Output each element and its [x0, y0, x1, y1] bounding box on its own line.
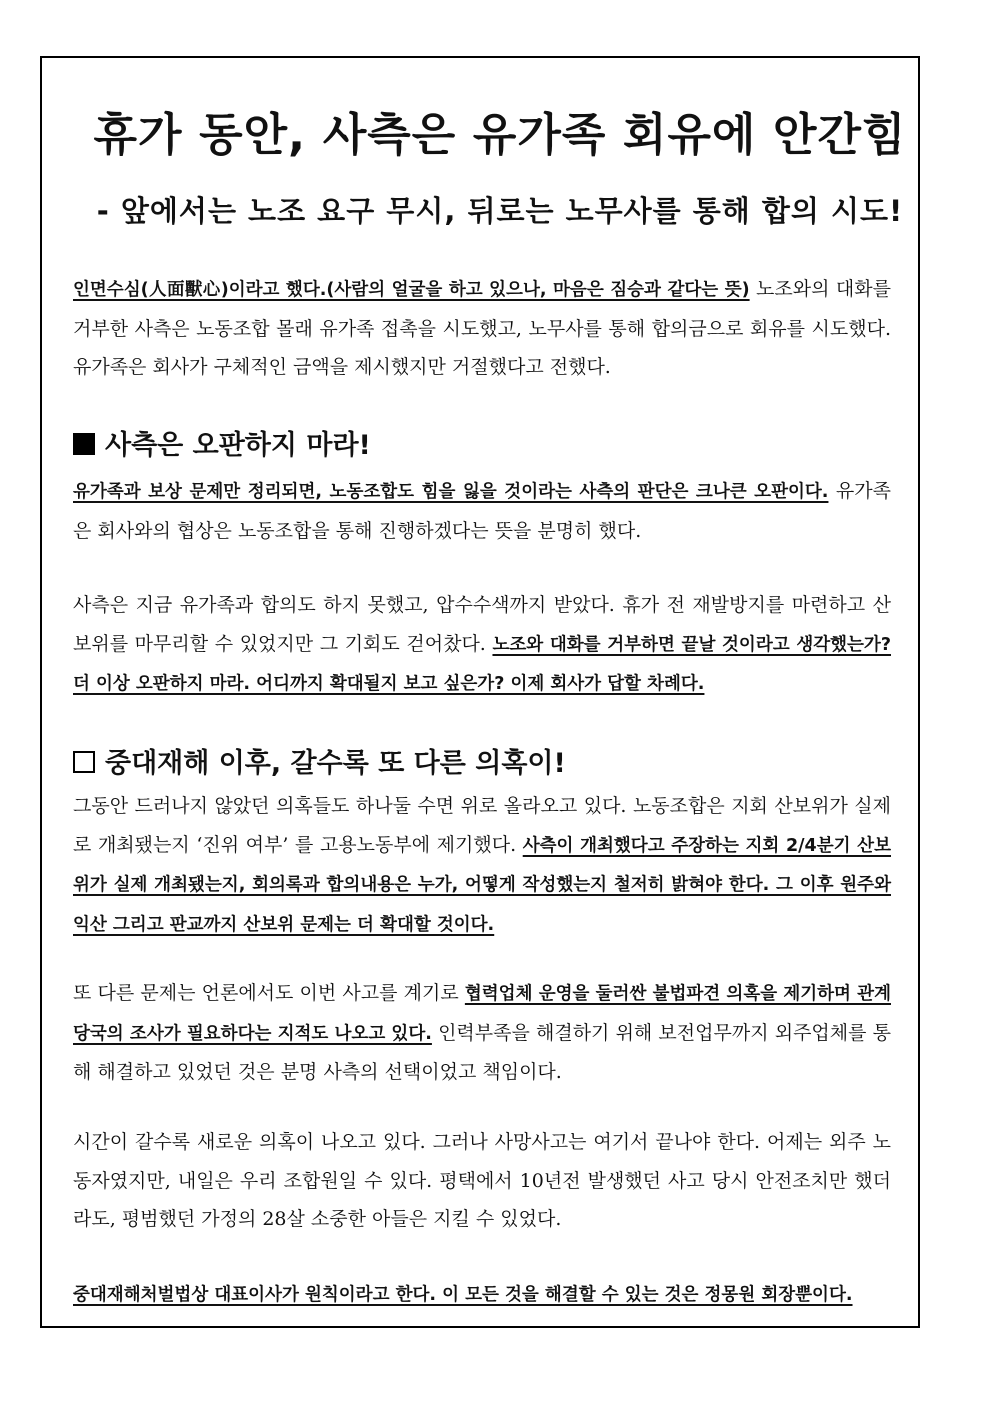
section-heading-2-text: 중대재해 이후, 갈수록 또 다른 의혹이! — [105, 748, 566, 779]
section1-emphasis-2: 노조와 대화를 거부하면 끝날 것이라고 생각했는가? 더 이상 오판하지 마라. 어디까지 확대될지 보고 싶은가? 이제 회사가 답할 차례다. — [73, 634, 891, 694]
filled-square-icon — [73, 433, 95, 455]
section2-emphasis-1: 사측이 개최했다고 주장하는 지회 2/4분기 산보위가 실제 개최됐는지, 회의록과 합의내용은 누가, 어떻게 작성했는지 철저히 밝혀야 한다. 그 이후 원주와 익산 그리고 판교까지 산보위 문제는 더 확대할 것이다. — [73, 835, 891, 935]
section-heading-2 — [73, 741, 566, 780]
closing-statement — [73, 1275, 891, 1315]
section1-paragraph-2 — [73, 586, 891, 704]
section2-text-2a: 또 다른 문제는 언론에서도 이번 사고를 계기로 — [73, 982, 465, 1004]
section1-emphasis-1: 유가족과 보상 문제만 정리되면, 노동조합도 힘을 잃을 것이라는 사측의 판단은 크나큰 오판이다. — [73, 482, 829, 502]
section1-text-2: 사측은 지금 유가족과 합의도 하지 못했고, 압수수색까지 받았다. 휴가 전 재발방지를 마련하고 산보위를 마무리할 수 있었지만 그 기회도 걷어찼다. — [73, 594, 891, 655]
section-heading-1 — [73, 423, 371, 462]
section2-paragraph-2 — [73, 974, 891, 1092]
section1-text-1: 유가족은 회사와의 협상은 노동조합을 통해 진행하겠다는 뜻을 분명히 했다. — [73, 480, 891, 542]
section1-paragraph-1 — [73, 472, 891, 550]
intro-emphasis: 인면수심(人面獸心)이라고 했다.(사람의 얼굴을 하고 있으나, 마음은 짐승과 같다는 뜻) — [73, 280, 750, 300]
section2-text-1: 그동안 드러나지 않았던 의혹들도 하나둘 수면 위로 올라오고 있다. 노동조합은 지회 산보위가 실제로 개최됐는지 ‘진위 여부’ 를 고용노동부에 제기했다. — [73, 795, 891, 856]
closing-emphasis: 중대재해처벌법상 대표이사가 원칙이라고 한다. 이 모든 것을 해결할 수 있는 것은 정몽원 회장뿐이다. — [73, 1285, 853, 1305]
intro-paragraph — [73, 270, 891, 387]
empty-square-icon — [73, 751, 95, 773]
section2-emphasis-2: 협력업체 운영을 둘러싼 불법파견 의혹을 제기하며 관계당국의 조사가 필요하다는 지적도 나오고 있다. — [73, 984, 891, 1044]
section2-text-2b: 인력부족을 해결하기 위해 보전업무까지 외주업체를 통해 해결하고 있었던 것은 분명 사측의 선택이었고 책임이다. — [73, 1021, 891, 1083]
section2-paragraph-3 — [73, 1123, 891, 1239]
document-title: 휴가 동안, 사측은 유가족 회유에 안간힘 — [93, 108, 907, 161]
section2-text-3: 시간이 갈수록 새로운 의혹이 나오고 있다. 그러나 사망사고는 여기서 끝나야 한다. 어제는 외주 노동자였지만, 내일은 우리 조합원일 수 있다. 평택에서 10년전 발생했던 사고 당시 안전조치만 했더라도, 평범했던 가정의 28살 소중한 아들은 지킬 수 있었다. — [73, 1131, 891, 1230]
intro-text: 노조와의 대화를 거부한 사측은 노동조합 몰래 유가족 접촉을 시도했고, 노무사를 통해 합의금으로 회유를 시도했다. 유가족은 회사가 구체적인 금액을 제시했지만 거절했다고 전했다. — [73, 278, 891, 378]
document-subtitle: - 앞에서는 노조 요구 무시, 뒤로는 노무사를 통해 합의 시도! — [96, 194, 904, 228]
section2-paragraph-1 — [73, 787, 891, 944]
section-heading-1-text: 사측은 오판하지 마라! — [105, 430, 371, 461]
